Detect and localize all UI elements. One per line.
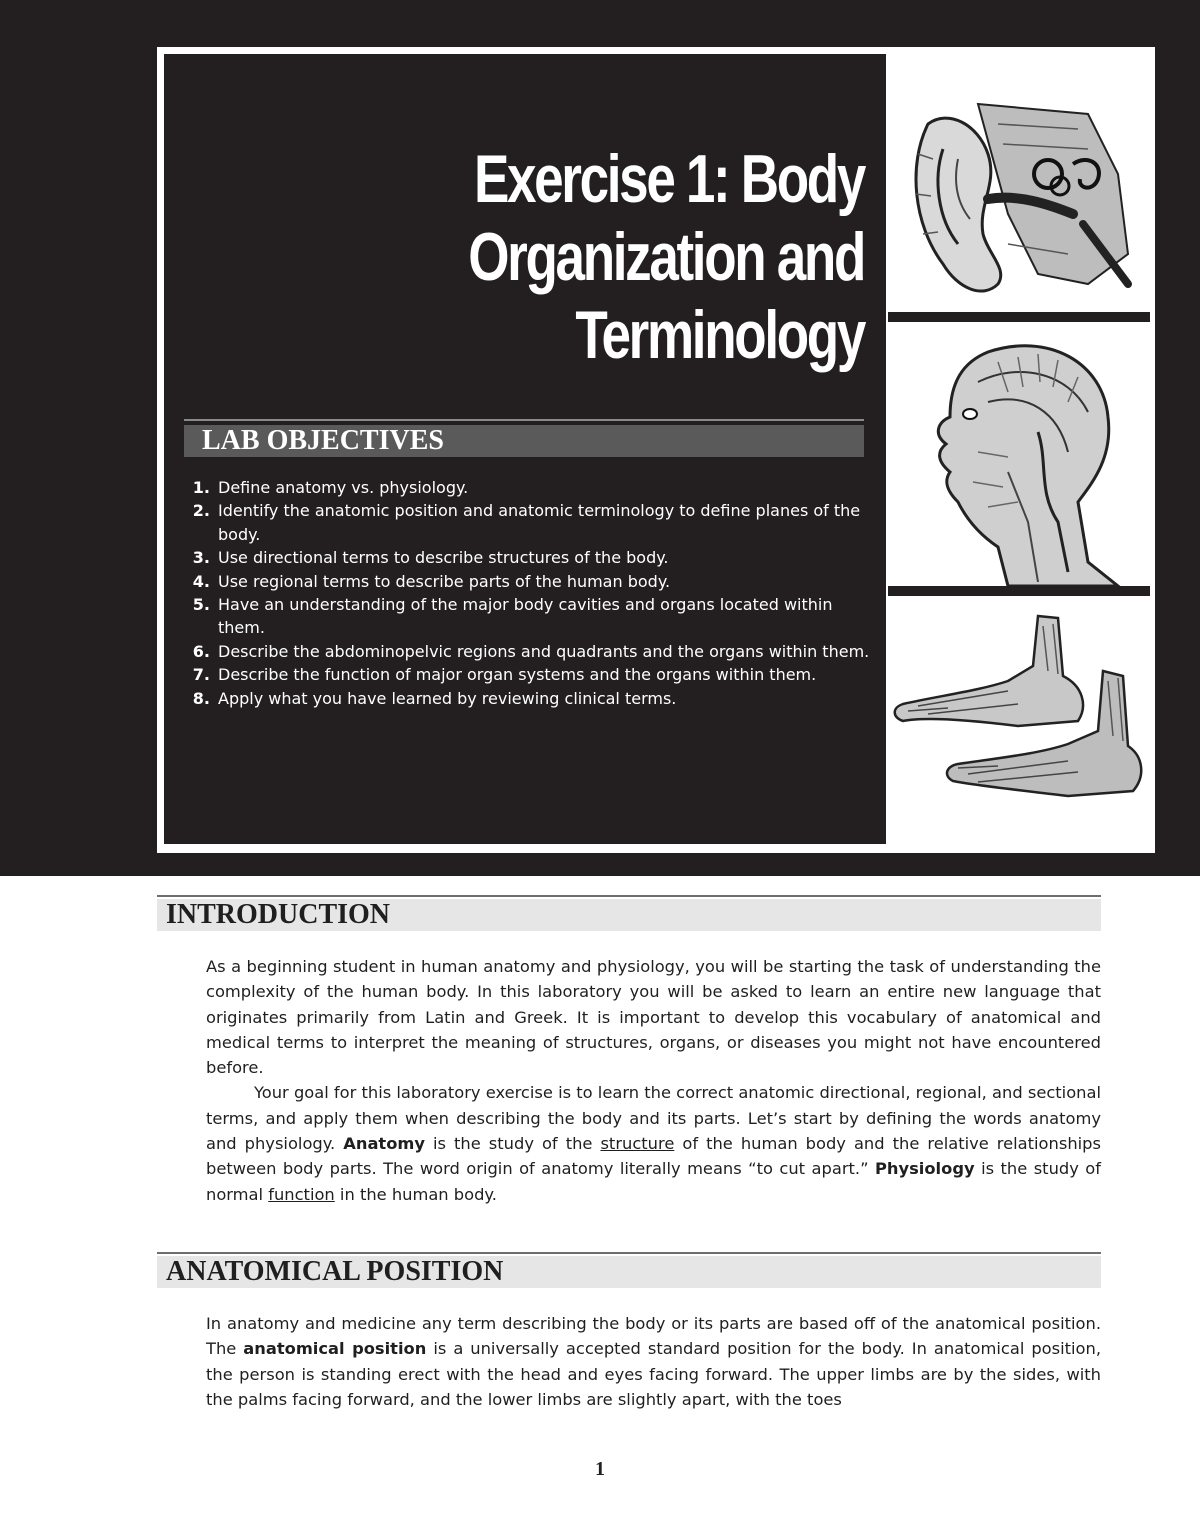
text-run: of the human body and the relative relationships between body parts. The word origin of anatomy literally means “to cut apart.” [206,1134,1101,1179]
head-neck-anatomy-illustration [888,322,1150,586]
ear-drawing [888,54,1150,312]
objective-item [186,687,872,710]
chapter-title-line: Exercise 1: Body [473,141,864,217]
objective-item [186,593,872,640]
text-run: in the human body. [334,1184,497,1204]
objective-text: Apply what you have learned by reviewing clinical terms. [218,688,677,708]
objective-item [186,663,872,686]
foot-anatomy-illustration [888,596,1150,846]
foot-drawing [888,596,1150,846]
text-run: is a universally accepted standard position for the body. In anatomical position, the person is standing erect with the head and eyes facing forward. The upper limbs are by the sides, with the palms facing forward, and the lower limbs are slightly apart, with the toes [206,1339,1102,1409]
objective-text: Define anatomy vs. physiology. [218,478,469,497]
anatomical-position-body [206,1311,1101,1412]
anatomical-position-paragraph [206,1311,1101,1412]
term-function: function [268,1184,335,1204]
objectives-heading: LAB OBJECTIVES [202,425,444,456]
text-run: is the study of normal [206,1159,1102,1204]
objective-number: 1. [192,478,210,497]
objective-number: 7. [192,665,210,685]
introduction-paragraph: As a beginning student in human anatomy and physiology, you will be starting the task of understanding the complexity of the human body. In this laboratory you will be asked to learn an entire new language that originates primarily from Latin and Greek. It is important to develop this vocabulary of anatomical and medical terms to interpret the meaning of structures, organs, or diseases you might not have encountered before. [206,957,1101,1078]
objective-item [186,570,872,593]
head-drawing [888,322,1150,586]
introduction-rule [157,895,1101,897]
chapter-title [380,140,864,374]
panel-separator [888,586,1150,596]
introduction-body [206,954,1101,1207]
objective-number: 6. [192,641,210,661]
term-anatomy: Anatomy [343,1134,425,1154]
objective-text: Describe the abdominopelvic regions and quadrants and the organs within them. [218,641,870,661]
objective-number: 5. [192,595,210,615]
objective-number: 2. [192,501,210,521]
panel-separator [888,312,1150,322]
introduction-paragraph [206,1080,1101,1206]
objective-number: 8. [192,688,210,708]
term-structure: structure [600,1134,675,1154]
objective-text: Describe the function of major organ systems and the organs within them. [218,665,817,685]
objective-item [186,476,872,499]
objective-text: Use regional terms to describe parts of the human body. [218,571,671,591]
chapter-title-line: Terminology [575,297,864,373]
objective-number: 4. [192,571,210,591]
term-physiology: Physiology [874,1159,975,1179]
objectives-list [186,476,872,710]
objective-text: Have an understanding of the major body cavities and organs located within them. [218,595,833,638]
objective-item [186,499,872,546]
anatomical-position-rule [157,1252,1101,1254]
header-title-panel [164,54,886,844]
text-run: Your goal for this laboratory exercise is to learn the correct anatomic directional, regional, and sectional terms, and apply them when describing the body and its parts. Let’s start by defining the words anatomy and physiology. [206,1083,1101,1154]
objective-item [186,640,872,663]
objective-number: 3. [192,548,210,568]
text-run: is the study of the [424,1134,601,1154]
text-run: In anatomy and medicine any term describing the body or its parts are based off of the anatomical position. The [206,1314,1101,1359]
ear-anatomy-illustration [888,54,1150,312]
anatomical-position-heading: ANATOMICAL POSITION [166,1256,504,1287]
objective-text: Use directional terms to describe structures of the body. [218,548,669,568]
page-number: 1 [595,1458,605,1480]
objectives-rule [184,419,864,421]
term-anatomical-position: anatomical position [243,1339,427,1359]
objective-item [186,546,872,569]
objective-text: Identify the anatomic position and anatomic terminology to define planes of the body. [218,501,861,544]
chapter-title-line: Organization and [468,219,864,295]
introduction-heading: INTRODUCTION [166,899,391,930]
